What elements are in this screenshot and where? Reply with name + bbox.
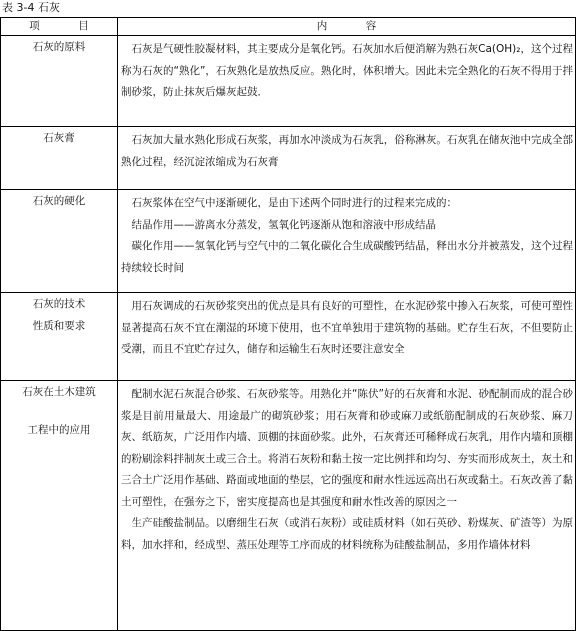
table-caption: 表 3-4 石灰 (2, 1, 60, 14)
row-content (118, 127, 576, 190)
row-content (118, 293, 576, 381)
row-item-line: 石灰的技术 (32, 298, 86, 310)
table-row (1, 190, 576, 293)
row-item (1, 381, 118, 631)
table-row (1, 127, 576, 190)
content-paragraph: 结晶作用——游离水分蒸发，氢氧化钙逐渐从饱和溶液中形成结晶 (131, 218, 436, 231)
content-paragraph: 配制水泥石灰混合砂浆、石灰砂浆等。用熟化并“陈伏”好的石灰膏和水泥、砂配制而成的混合砂浆是目前用量最大、用途最广的砌筑砂浆；用石灰膏和砂或麻刀或纸筋配制成的石灰砂浆、麻刀灰、纸筋灰，广泛用作内墙、顶棚的抹面砂浆。此外，石灰膏还可稀释成石灰乳，用作内墙和顶棚的粉刷涂料拌制灰土或三合土。将消石灰粉和黏土按一定比例拌和均匀、夯实而形成灰土，灰土和三合土广泛用作基础、路面或地面的垫层，它的强度和耐水性远远高出石灰或黏土。石灰改善了黏土可塑性，在强夯之下，密实度提高也是其强度和耐水性改善的原因之一 (121, 388, 573, 508)
content-paragraph: 石灰加大量水熟化形成石灰浆，再加水冲淡成为石灰乳，俗称淋灰。石灰乳在储灰池中完成全部熟化过程，经沉淀浓缩成为石灰膏 (121, 134, 573, 168)
table-row (1, 381, 576, 631)
header-item: 项 目 (1, 18, 118, 36)
row-item-line: 石灰膏 (43, 132, 75, 144)
row-item (1, 36, 118, 127)
lime-table (0, 17, 576, 631)
content-paragraph: 石灰是气硬性胶凝材料，其主要成分是氧化钙。石灰加水后便消解为熟石灰Ca(OH)₂，这个过程称为石灰的“熟化”，石灰熟化是放热反应。熟化时，体积增大。因此未完全熟化的石灰不得用于拌制砂浆，防止抹灰后爆灰起鼓． (121, 43, 573, 98)
content-paragraph: 碳化作用——氢氧化钙与空气中的二氧化碳化合生成碳酸钙结晶，释出水分并被蒸发，这个过程持续较长时间 (121, 240, 573, 274)
row-item (1, 190, 118, 293)
row-content (118, 36, 576, 127)
table-row (1, 36, 576, 127)
row-item-line: 石灰的原料 (32, 41, 86, 53)
content-paragraph: 石灰浆体在空气中逐渐硬化，是由下述两个同时进行的过程来完成的： (131, 197, 457, 209)
row-item (1, 127, 118, 190)
row-content (118, 190, 576, 293)
header-content: 内 容 (118, 18, 576, 36)
content-paragraph: 生产硅酸盐制品。以磨细生石灰（或消石灰粉）或硅质材料（如石英砂、粉煤灰、矿渣等）为原料，加水拌和，经成型、蒸压处理等工序而成的材料统称为硅酸盐制品，多用作墙体材料 (121, 517, 573, 551)
table-row (1, 293, 576, 381)
row-item (1, 293, 118, 381)
row-content (118, 381, 576, 631)
row-item-line: 性质和要求 (32, 320, 86, 332)
row-item-line: 石灰的硬化 (32, 195, 86, 207)
content-paragraph: 用石灰调成的石灰砂浆突出的优点是具有良好的可塑性，在水泥砂浆中掺入石灰浆，可使可塑性显著提高石灰不宜在潮湿的环境下使用，也不宜单独用于建筑物的基础。贮存生石灰，不但要防止受潮，而且不宜贮存过久，储存和运输生石灰时还要注意安全 (121, 300, 573, 355)
row-item-line: 石灰在土木建筑 (22, 386, 96, 398)
row-item-line: 工程中的应用 (27, 424, 91, 436)
table-header-row (1, 18, 576, 36)
